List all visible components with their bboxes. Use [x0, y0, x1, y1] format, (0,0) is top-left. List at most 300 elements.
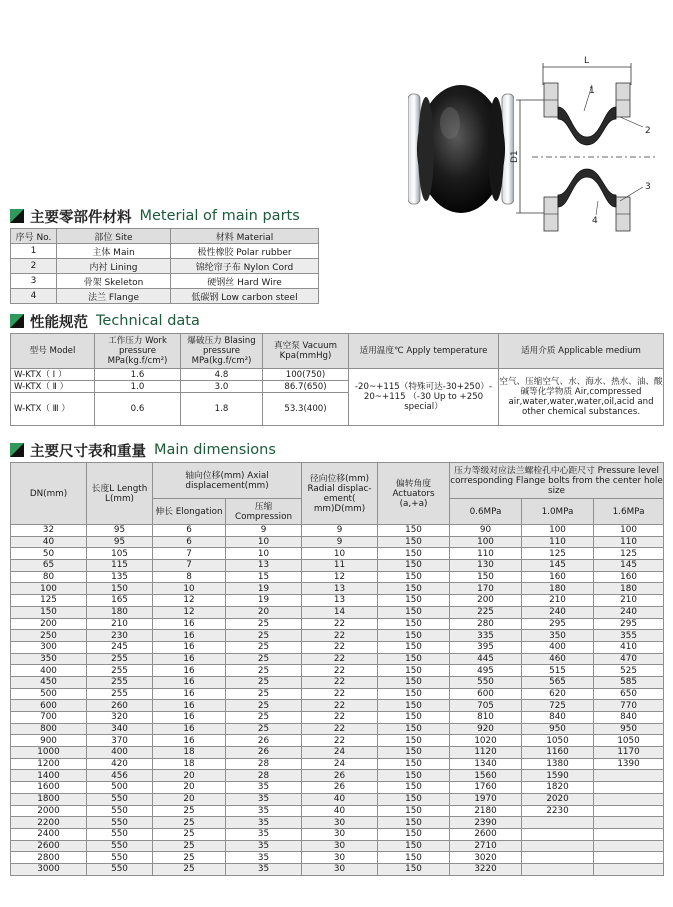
cell: 150	[378, 688, 450, 700]
cell: 125	[11, 595, 87, 607]
cell: 255	[87, 676, 153, 688]
cell: 340	[87, 723, 153, 735]
cell: 1760	[450, 782, 522, 794]
cell: 3	[11, 274, 57, 289]
col-header: 适用温度℃ Apply temperature	[349, 334, 499, 369]
cell: 295	[594, 618, 664, 630]
cell: 26	[226, 747, 302, 759]
cell: 4	[11, 289, 57, 304]
cell: 400	[522, 641, 594, 653]
cell: 9	[302, 525, 378, 537]
table-row	[11, 653, 664, 665]
cell: 6	[153, 525, 226, 537]
cell: 65	[11, 560, 87, 572]
cell: 150	[378, 723, 450, 735]
table-row	[11, 770, 664, 782]
cell: 410	[594, 641, 664, 653]
cell: 22	[302, 618, 378, 630]
cell: 210	[594, 595, 664, 607]
cell: 12	[153, 595, 226, 607]
cell: 25	[153, 828, 226, 840]
cell: 15	[226, 571, 302, 583]
cell: 2600	[11, 840, 87, 852]
cell: 240	[522, 606, 594, 618]
cell	[522, 817, 594, 829]
cell: 10	[302, 548, 378, 560]
cell: 40	[302, 805, 378, 817]
cell: 25	[226, 630, 302, 642]
heading-en: Meterial of main parts	[139, 208, 300, 224]
table-row	[11, 676, 664, 688]
cell: 19	[226, 595, 302, 607]
cell	[594, 817, 664, 829]
cell: 16	[153, 688, 226, 700]
cell: 10	[153, 583, 226, 595]
cell: W-KTX（ Ⅰ ）	[11, 369, 95, 381]
cell: 1600	[11, 782, 87, 794]
cell: 100	[450, 536, 522, 548]
cell: 26	[302, 770, 378, 782]
cell: 100(750)	[263, 369, 349, 381]
cell: 260	[87, 700, 153, 712]
cell: 内衬 Lining	[57, 259, 171, 274]
cell: 550	[450, 676, 522, 688]
table-row	[11, 805, 664, 817]
cell: 150	[378, 583, 450, 595]
cell: 100	[522, 525, 594, 537]
table-row	[11, 630, 664, 642]
cell: 16	[153, 665, 226, 677]
cell	[594, 863, 664, 875]
table-row	[11, 259, 319, 274]
col-header-1.0mpa: 1.0MPa	[522, 499, 594, 525]
table-row	[11, 560, 664, 572]
cell: 105	[87, 548, 153, 560]
cell: 极性橡胶 Polar rubber	[171, 244, 319, 259]
cell: 骨架 Skeleton	[57, 274, 171, 289]
table-row	[11, 712, 664, 724]
cell: 1820	[522, 782, 594, 794]
cell: 35	[226, 782, 302, 794]
table-row	[11, 595, 664, 607]
cell: 95	[87, 525, 153, 537]
cell: 22	[302, 653, 378, 665]
cell: 28	[226, 758, 302, 770]
cell: 35	[226, 863, 302, 875]
cell: 515	[522, 665, 594, 677]
cell: 30	[302, 863, 378, 875]
cell: 14	[302, 606, 378, 618]
cell: 115	[87, 560, 153, 572]
cell: 25	[226, 665, 302, 677]
col-header: 爆破压力 Blasing pressure MPa(kg.f/cm²)	[181, 334, 263, 369]
cell: 110	[450, 548, 522, 560]
cell-medium: 空气、压缩空气、水、海水、热水、油、酸碱等化学物质 Air,compressed air,water,water,water,oil,acid and other chemical substances.	[499, 369, 664, 426]
section-heading-technical	[10, 311, 200, 331]
cell: W-KTX（ Ⅲ ）	[11, 393, 95, 426]
cell	[522, 828, 594, 840]
cell: 25	[153, 805, 226, 817]
cell: 100	[594, 525, 664, 537]
cell: 90	[450, 525, 522, 537]
cell: 400	[87, 747, 153, 759]
table-row	[11, 782, 664, 794]
cell: 650	[594, 688, 664, 700]
technical-table	[10, 333, 664, 426]
cell: 16	[153, 641, 226, 653]
cell: 150	[87, 583, 153, 595]
cell: 13	[302, 583, 378, 595]
cell: 250	[11, 630, 87, 642]
cell: 法兰 Flange	[57, 289, 171, 304]
cell	[522, 840, 594, 852]
cell: 30	[302, 852, 378, 864]
cell: 1560	[450, 770, 522, 782]
cell: 180	[87, 606, 153, 618]
col-header-elongation: 伸长 Elongation	[153, 499, 226, 525]
cell: 565	[522, 676, 594, 688]
callout-1: 1	[589, 86, 595, 96]
cell: 370	[87, 735, 153, 747]
cell: 150	[450, 571, 522, 583]
cell: 20	[153, 782, 226, 794]
cell: 12	[302, 571, 378, 583]
cell: 16	[153, 653, 226, 665]
cell: 395	[450, 641, 522, 653]
cell: 1800	[11, 793, 87, 805]
cell: 456	[87, 770, 153, 782]
table-row	[11, 665, 664, 677]
cell: 840	[594, 712, 664, 724]
cell: 10	[226, 548, 302, 560]
col-header-radial: 径向位移(mm) Radial displac-ement( mm)D(mm)	[302, 463, 378, 525]
cell: 26	[302, 782, 378, 794]
cell: 950	[522, 723, 594, 735]
cell: 24	[302, 758, 378, 770]
cell: 110	[594, 536, 664, 548]
cell: 9	[302, 536, 378, 548]
section-marker-icon	[10, 443, 24, 457]
cell: 1050	[594, 735, 664, 747]
cell: 150	[11, 606, 87, 618]
cell: 150	[378, 525, 450, 537]
cell	[594, 828, 664, 840]
cell: 125	[522, 548, 594, 560]
cell: 1200	[11, 758, 87, 770]
cell: 1050	[522, 735, 594, 747]
cell: 150	[378, 782, 450, 794]
cell: 150	[378, 665, 450, 677]
table-row	[11, 852, 664, 864]
cell: 950	[594, 723, 664, 735]
cell: 150	[378, 630, 450, 642]
cell: 700	[11, 712, 87, 724]
cell: 350	[11, 653, 87, 665]
cell	[594, 805, 664, 817]
cell: 135	[87, 571, 153, 583]
table-row	[11, 244, 319, 259]
cell	[522, 852, 594, 864]
col-header-compression: 压缩 Compression	[226, 499, 302, 525]
cell: 500	[11, 688, 87, 700]
col-header: 适用介质 Applicable medium	[499, 334, 664, 369]
cell: 主体 Main	[57, 244, 171, 259]
cell: 355	[594, 630, 664, 642]
cell: 150	[378, 840, 450, 852]
cell: 25	[153, 840, 226, 852]
cell: 600	[11, 700, 87, 712]
section-heading-parts	[10, 206, 300, 226]
cell: 705	[450, 700, 522, 712]
cell: 225	[450, 606, 522, 618]
cell: 22	[302, 735, 378, 747]
cell: 53.3(400)	[263, 393, 349, 426]
cell: 1000	[11, 747, 87, 759]
cell: 13	[226, 560, 302, 572]
cell: 2180	[450, 805, 522, 817]
cell	[594, 852, 664, 864]
table-row	[11, 583, 664, 595]
cell: 2200	[11, 817, 87, 829]
cell: 150	[378, 606, 450, 618]
cell: 145	[522, 560, 594, 572]
callout-D1: D1	[510, 150, 520, 163]
cell: 16	[153, 723, 226, 735]
cell: 35	[226, 805, 302, 817]
cell: 550	[87, 817, 153, 829]
cell: 230	[87, 630, 153, 642]
table-row	[11, 723, 664, 735]
table-row	[11, 828, 664, 840]
heading-en: Main dimensions	[154, 442, 276, 458]
cell: 150	[378, 770, 450, 782]
cell: 280	[450, 618, 522, 630]
cell: 20	[153, 770, 226, 782]
cell: 150	[378, 747, 450, 759]
technical-drawing	[508, 55, 668, 235]
table-row	[11, 525, 664, 537]
cell: 锦纶帘子布 Nylon Cord	[171, 259, 319, 274]
cell: 1160	[522, 747, 594, 759]
heading-zh: 主要零部件材料	[30, 209, 132, 226]
cell: 1170	[594, 747, 664, 759]
cell: 165	[87, 595, 153, 607]
cell: 26	[226, 735, 302, 747]
table-row	[11, 758, 664, 770]
cell: 800	[11, 723, 87, 735]
heading-zh: 主要尺寸表和重量	[30, 443, 146, 460]
cell: 2230	[522, 805, 594, 817]
cell: 2400	[11, 828, 87, 840]
cell: 1340	[450, 758, 522, 770]
cell: 585	[594, 676, 664, 688]
cell: 160	[522, 571, 594, 583]
cell: 240	[594, 606, 664, 618]
cell: 600	[450, 688, 522, 700]
cell: 200	[11, 618, 87, 630]
cell: 25	[226, 688, 302, 700]
cell-temperature: -20~+115（特殊可达-30+250）- 20~+115 （-30 Up to +250 special）	[349, 369, 499, 426]
cell: 1390	[594, 758, 664, 770]
cell: 6	[153, 536, 226, 548]
cell: 350	[522, 630, 594, 642]
parts-table	[10, 228, 319, 304]
col-header: 部位 Site	[57, 229, 171, 244]
cell: 1120	[450, 747, 522, 759]
cell: 32	[11, 525, 87, 537]
cell: 3020	[450, 852, 522, 864]
cell: 25	[226, 653, 302, 665]
cell	[594, 782, 664, 794]
cell: 550	[87, 805, 153, 817]
col-header: 真空泵 Vacuum Kpa(mmHg)	[263, 334, 349, 369]
cell: 16	[153, 676, 226, 688]
cell: 19	[226, 583, 302, 595]
cell: 30	[302, 817, 378, 829]
cell: 125	[594, 548, 664, 560]
cell: 550	[87, 852, 153, 864]
table-row	[11, 735, 664, 747]
cell: 7	[153, 560, 226, 572]
cell: 25	[153, 817, 226, 829]
cell: 150	[378, 571, 450, 583]
cell: 低碳钢 Low carbon steel	[171, 289, 319, 304]
table-row	[11, 571, 664, 583]
col-header-0.6mpa: 0.6MPa	[450, 499, 522, 525]
cell: 20	[153, 793, 226, 805]
cell: 460	[522, 653, 594, 665]
cell: 550	[87, 828, 153, 840]
cell: 8	[153, 571, 226, 583]
cell: 150	[378, 712, 450, 724]
cell: 180	[522, 583, 594, 595]
cell: 150	[378, 653, 450, 665]
cell: 210	[87, 618, 153, 630]
cell: 22	[302, 700, 378, 712]
cell: 150	[378, 641, 450, 653]
cell: 445	[450, 653, 522, 665]
col-header: 型号 Model	[11, 334, 95, 369]
cell: 550	[87, 863, 153, 875]
cell: 335	[450, 630, 522, 642]
dimensions-table	[10, 462, 664, 876]
cell: 20	[226, 606, 302, 618]
cell: 180	[594, 583, 664, 595]
cell: 2000	[11, 805, 87, 817]
cell: 150	[378, 700, 450, 712]
cell: 11	[302, 560, 378, 572]
callout-L: L	[584, 56, 590, 66]
cell: 840	[522, 712, 594, 724]
cell: 22	[302, 676, 378, 688]
cell: 255	[87, 665, 153, 677]
cell: 22	[302, 641, 378, 653]
cell: W-KTX（ Ⅱ ）	[11, 381, 95, 393]
table-row	[11, 274, 319, 289]
cell: 255	[87, 688, 153, 700]
cell: 100	[11, 583, 87, 595]
cell: 95	[87, 536, 153, 548]
cell: 150	[378, 676, 450, 688]
table-row	[11, 863, 664, 875]
cell: 24	[302, 747, 378, 759]
table-row	[11, 688, 664, 700]
table-row	[11, 817, 664, 829]
cell: 25	[226, 723, 302, 735]
cell: 硬钢丝 Hard Wire	[171, 274, 319, 289]
table-row	[11, 369, 664, 381]
callout-3: 3	[645, 182, 651, 192]
cell: 150	[378, 852, 450, 864]
cell: 50	[11, 548, 87, 560]
cell: 1400	[11, 770, 87, 782]
cell: 150	[378, 618, 450, 630]
col-header-1.6mpa: 1.6MPa	[594, 499, 664, 525]
cell: 400	[11, 665, 87, 677]
cell: 3220	[450, 863, 522, 875]
cell: 86.7(650)	[263, 381, 349, 393]
cell: 295	[522, 618, 594, 630]
cell: 1380	[522, 758, 594, 770]
cell: 470	[594, 653, 664, 665]
cell: 35	[226, 817, 302, 829]
cell: 35	[226, 852, 302, 864]
cell: 420	[87, 758, 153, 770]
cell: 150	[378, 828, 450, 840]
cell: 2	[11, 259, 57, 274]
cell: 25	[226, 712, 302, 724]
cell: 450	[11, 676, 87, 688]
cell: 320	[87, 712, 153, 724]
rubber-joint-photo	[408, 78, 514, 220]
cell: 130	[450, 560, 522, 572]
col-header-flange: 压力等级对应法兰螺栓孔中心距尺寸 Pressure level corresponding Flange bolts from the center hole size	[450, 463, 664, 499]
cell: 150	[378, 863, 450, 875]
cell: 80	[11, 571, 87, 583]
col-header-length: 长度L Length L(mm)	[87, 463, 153, 525]
table-row	[11, 700, 664, 712]
cell: 2020	[522, 793, 594, 805]
table-row	[11, 618, 664, 630]
callout-4: 4	[592, 216, 598, 226]
cell: 210	[522, 595, 594, 607]
cell: 22	[302, 723, 378, 735]
cell	[522, 863, 594, 875]
cell: 500	[87, 782, 153, 794]
cell: 1.0	[95, 381, 181, 393]
cell	[594, 770, 664, 782]
cell: 16	[153, 735, 226, 747]
col-header: 序号 No.	[11, 229, 57, 244]
cell: 150	[378, 536, 450, 548]
cell: 770	[594, 700, 664, 712]
cell: 7	[153, 548, 226, 560]
heading-en: Technical data	[96, 313, 200, 329]
cell: 150	[378, 560, 450, 572]
cell: 3000	[11, 863, 87, 875]
col-header-actuators: 偏转角度 Actuators (a,+a)	[378, 463, 450, 525]
cell: 16	[153, 630, 226, 642]
cell: 150	[378, 548, 450, 560]
cell: 2800	[11, 852, 87, 864]
cell: 550	[87, 793, 153, 805]
cell: 4.8	[181, 369, 263, 381]
cell: 900	[11, 735, 87, 747]
cell: 25	[226, 641, 302, 653]
col-header: 材料 Material	[171, 229, 319, 244]
cell: 9	[226, 525, 302, 537]
table-row	[11, 536, 664, 548]
